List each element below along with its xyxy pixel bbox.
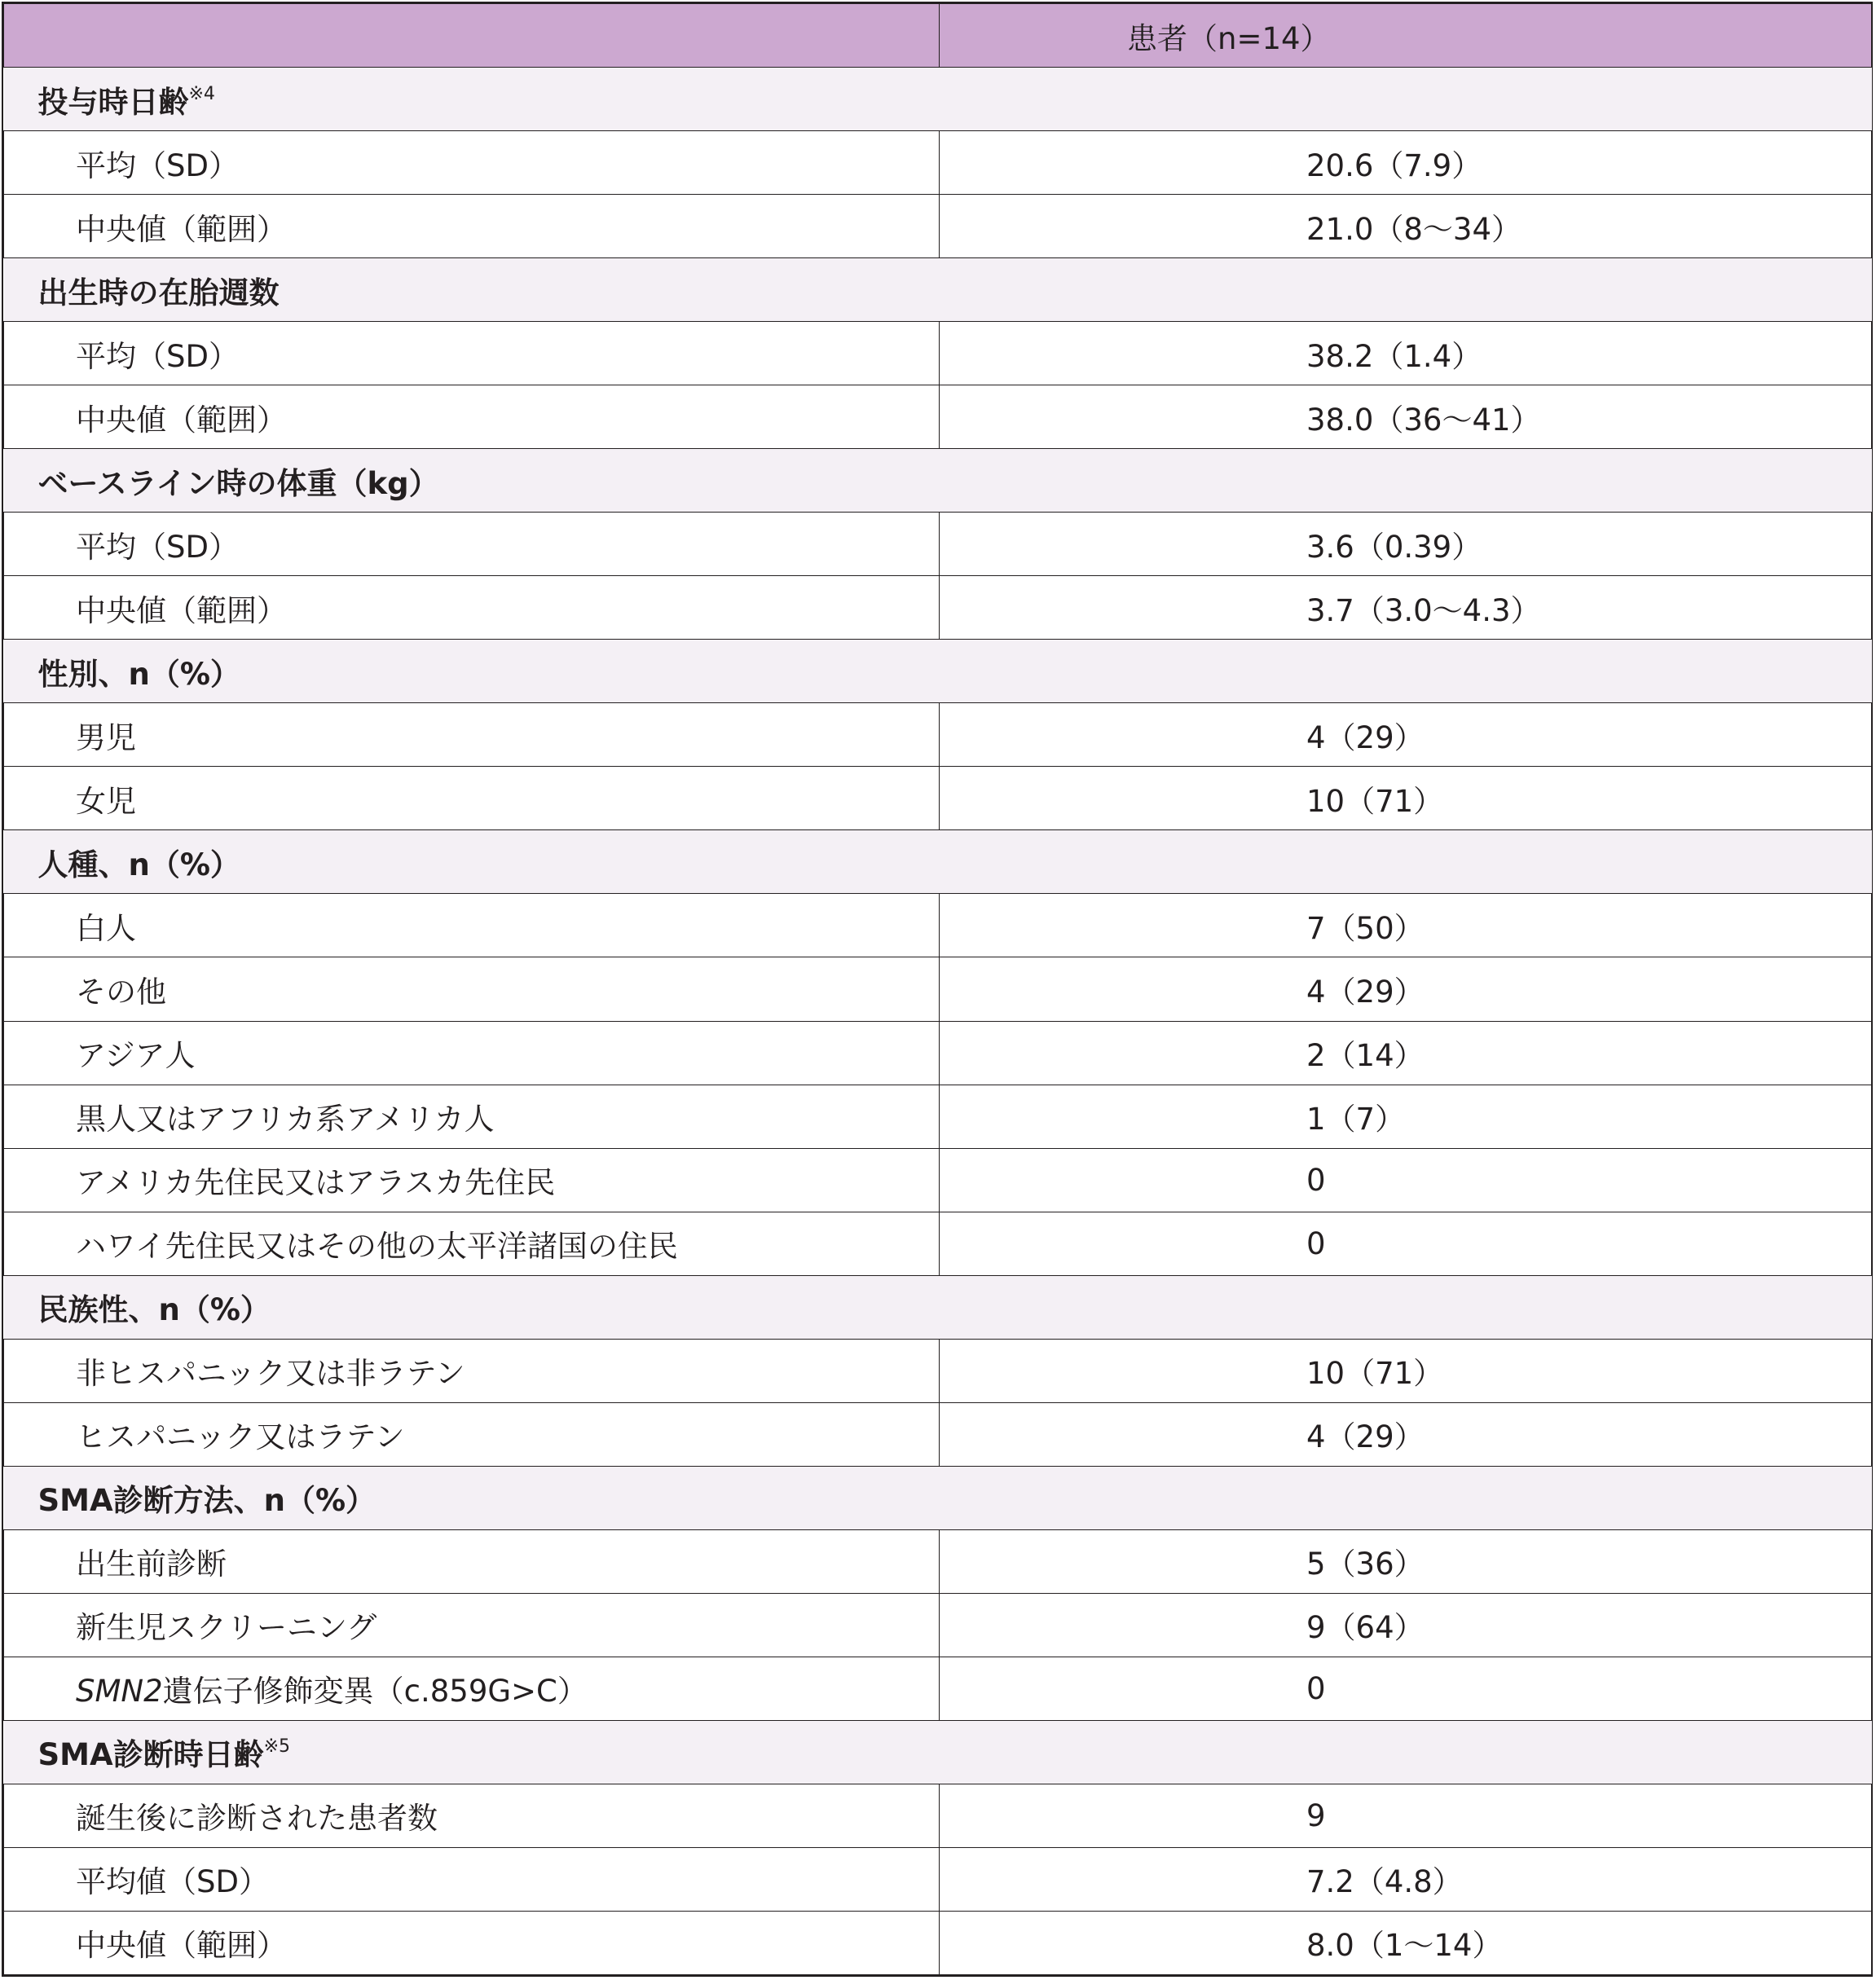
row-label: その他 xyxy=(76,974,166,1010)
section-title-text: 人種、n（%） xyxy=(37,847,240,882)
row-label-cell xyxy=(4,1212,940,1275)
row-value: 21.0（8～34） xyxy=(940,195,1872,258)
row-value: 7（50） xyxy=(940,894,1872,957)
table-row xyxy=(4,513,1872,576)
row-value: 0 xyxy=(940,1148,1872,1212)
section-title xyxy=(4,1720,1872,1784)
row-label-cell xyxy=(4,767,940,830)
row-value: 3.7（3.0～4.3） xyxy=(940,576,1872,640)
section-title-text: 民族性、n（%） xyxy=(37,1292,271,1328)
section-title-text: ベースライン時の体重（kg） xyxy=(37,465,439,501)
section-footnote-ref: ※4 xyxy=(188,83,215,104)
table-row xyxy=(4,1529,1872,1593)
header-patients-cell: 患者（n=14） xyxy=(940,4,1872,68)
row-value: 2（14） xyxy=(940,1021,1872,1085)
table-row xyxy=(4,1021,1872,1085)
row-label: 平均（SD） xyxy=(76,338,239,374)
row-label: アジア人 xyxy=(76,1038,196,1074)
gene-name-italic: SMN2 xyxy=(76,1674,163,1709)
row-label: 新生児スクリーニング xyxy=(76,1610,377,1646)
row-label-cell xyxy=(4,1911,940,1974)
section-title xyxy=(4,830,1872,894)
row-value: 10（71） xyxy=(940,767,1872,830)
table-row xyxy=(4,1148,1872,1212)
table-row xyxy=(4,131,1872,195)
section-title-text: SMA診断方法、n（%） xyxy=(37,1483,377,1519)
row-value: 8.0（1～14） xyxy=(940,1911,1872,1974)
row-label-cell xyxy=(4,1529,940,1593)
row-label-cell xyxy=(4,1402,940,1466)
row-value: 3.6（0.39） xyxy=(940,513,1872,576)
row-label: 平均（SD） xyxy=(76,529,239,565)
row-value: 5（36） xyxy=(940,1529,1872,1593)
row-label: 女児 xyxy=(76,783,136,819)
row-label: 平均値（SD） xyxy=(76,1864,269,1900)
row-label-cell xyxy=(4,1657,940,1720)
table-row xyxy=(4,957,1872,1021)
section-row xyxy=(4,1720,1872,1784)
section-row xyxy=(4,1466,1872,1529)
row-label-cell xyxy=(4,195,940,258)
row-label: 中央値（範囲） xyxy=(76,211,287,247)
table-row xyxy=(4,767,1872,830)
table-row xyxy=(4,1402,1872,1466)
section-title xyxy=(4,68,1872,131)
row-label: 出生前診断 xyxy=(76,1547,227,1582)
section-title xyxy=(4,1466,1872,1529)
row-label: 白人 xyxy=(76,910,136,946)
row-label-cell xyxy=(4,385,940,449)
row-value: 38.0（36～41） xyxy=(940,385,1872,449)
row-label-cell xyxy=(4,957,940,1021)
row-value: 9 xyxy=(940,1784,1872,1847)
table-row xyxy=(4,1911,1872,1974)
row-label: アメリカ先住民又はアラスカ先住民 xyxy=(76,1165,556,1201)
row-value: 4（29） xyxy=(940,1402,1872,1466)
row-label-cell xyxy=(4,576,940,640)
row-label: ヒスパニック又はラテン xyxy=(76,1419,405,1455)
row-label-cell xyxy=(4,131,940,195)
table-row xyxy=(4,1847,1872,1911)
header-label-cell xyxy=(4,4,940,68)
demographics-table-container xyxy=(2,2,1873,1977)
section-title xyxy=(4,258,1872,322)
section-row xyxy=(4,449,1872,513)
section-row xyxy=(4,258,1872,322)
demographics-table xyxy=(3,3,1872,1975)
section-row xyxy=(4,68,1872,131)
row-label-cell xyxy=(4,1148,940,1212)
row-value: 20.6（7.9） xyxy=(940,131,1872,195)
table-row xyxy=(4,894,1872,957)
row-label: 中央値（範囲） xyxy=(76,592,287,628)
table-row xyxy=(4,385,1872,449)
section-title-text: SMA診断時日齢 xyxy=(37,1737,264,1773)
row-label: 黒人又はアフリカ系アメリカ人 xyxy=(76,1102,495,1137)
row-value: 1（7） xyxy=(940,1085,1872,1148)
table-row xyxy=(4,1784,1872,1847)
row-value: 7.2（4.8） xyxy=(940,1847,1872,1911)
row-label: ハワイ先住民又はその他の太平洋諸国の住民 xyxy=(76,1229,678,1265)
table-row xyxy=(4,1085,1872,1148)
section-footnote-ref: ※5 xyxy=(263,1736,291,1758)
row-value: 4（29） xyxy=(940,703,1872,767)
row-value: 38.2（1.4） xyxy=(940,322,1872,385)
table-row xyxy=(4,1339,1872,1402)
row-label-cell xyxy=(4,703,940,767)
row-label: 平均（SD） xyxy=(76,147,239,183)
row-label: 中央値（範囲） xyxy=(76,402,287,438)
row-label: 中央値（範囲） xyxy=(76,1928,287,1964)
table-row xyxy=(4,703,1872,767)
row-label: 誕生後に診断された患者数 xyxy=(76,1801,438,1837)
row-label-cell xyxy=(4,894,940,957)
section-title-text: 投与時日齢 xyxy=(37,84,189,120)
section-title-text: 出生時の在胎週数 xyxy=(37,275,280,310)
row-label-cell xyxy=(4,1085,940,1148)
row-label: 男児 xyxy=(76,719,136,755)
table-row xyxy=(4,576,1872,640)
section-title xyxy=(4,449,1872,513)
row-value: 0 xyxy=(940,1212,1872,1275)
table-row xyxy=(4,1657,1872,1720)
row-label-cell xyxy=(4,1847,940,1911)
section-title xyxy=(4,1275,1872,1339)
row-label-cell xyxy=(4,1593,940,1657)
row-value: 10（71） xyxy=(940,1339,1872,1402)
section-row xyxy=(4,830,1872,894)
row-label-cell xyxy=(4,322,940,385)
row-label-cell xyxy=(4,513,940,576)
row-label-cell xyxy=(4,1021,940,1085)
table-header-row xyxy=(4,4,1872,68)
row-value: 0 xyxy=(940,1657,1872,1720)
section-row xyxy=(4,640,1872,703)
section-title xyxy=(4,640,1872,703)
row-label: 遺伝子修飾変異（c.859G>C） xyxy=(162,1674,588,1709)
row-value: 9（64） xyxy=(940,1593,1872,1657)
row-label-cell xyxy=(4,1339,940,1402)
section-title-text: 性別、n（%） xyxy=(37,656,240,692)
row-label-cell xyxy=(4,1784,940,1847)
table-row xyxy=(4,1212,1872,1275)
row-value: 4（29） xyxy=(940,957,1872,1021)
section-row xyxy=(4,1275,1872,1339)
table-row xyxy=(4,195,1872,258)
table-row xyxy=(4,322,1872,385)
row-label: 非ヒスパニック又は非ラテン xyxy=(76,1356,465,1392)
table-row xyxy=(4,1593,1872,1657)
